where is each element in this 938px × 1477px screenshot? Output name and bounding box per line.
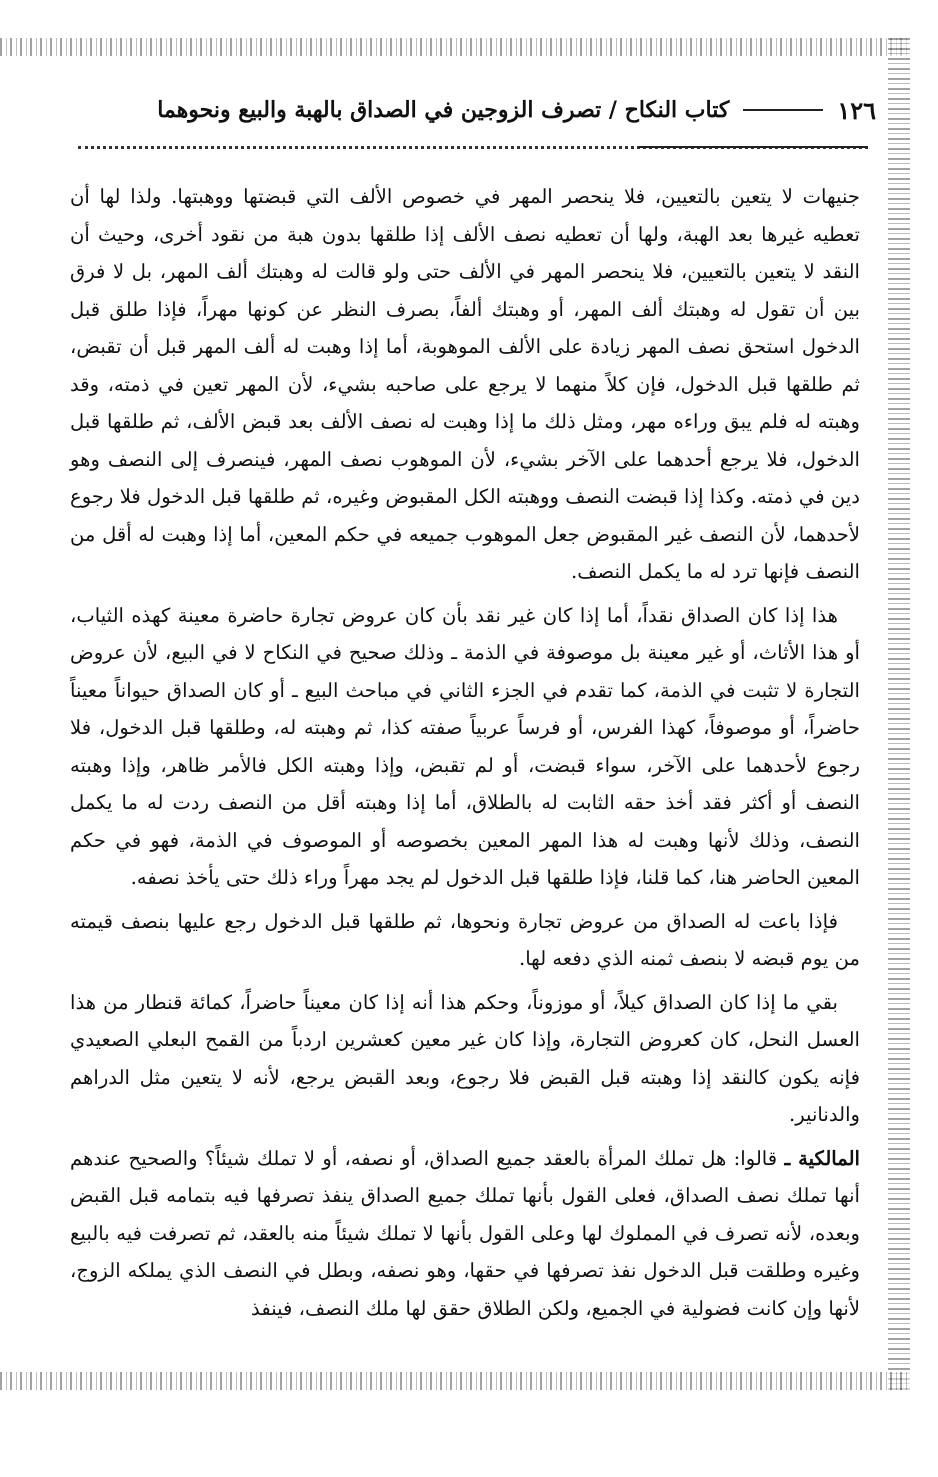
paragraph bbox=[70, 597, 860, 897]
paragraph-text: قالوا: هل تملك المرأة بالعقد جميع الصداق، أو نصفه، أو لا تملك شيئاً؟ والصحيح عندهم أنها تملك نصف الصداق، فعلى القول بأنها تملك جميع الصداق ينفذ تصرفها فيه بتمامه قبل القبض وبعده، لأنه تصرف في المملوك لها وعلى القول بأنها لا تملك شيئاً منه بالعقد، ثم تصرفت فيه بالبيع وغيره وطلقت قبل الدخول نفذ تصرفها في حقها، وهو نصفه، وبطل في النصف الذي يملكه الزوج، لأنها وإن كانت فضولية في الجميع، ولكن الطلاق حقق لها ملك النصف، فينفذ bbox=[70, 1146, 860, 1320]
body-text bbox=[70, 178, 860, 1333]
header-rule bbox=[743, 109, 823, 111]
school-heading: المالكية ـ bbox=[784, 1146, 860, 1170]
page-header bbox=[60, 88, 876, 132]
paragraph bbox=[70, 1140, 860, 1328]
page-number: ١٢٦ bbox=[837, 95, 876, 125]
paragraph-text: بقي ما إذا كان الصداق كيلاً، أو موزوناً، وحكم هذا أنه إذا كان معيناً حاضراً، كمائة قنطار من هذا العسل النحل، كان كعروض التجارة، وإذا كان غير معين كعشرين اردباً من القمح البعلي الصعيدي فإنه يكون كالنقد إذا وهبته قبل القبض فلا رجوع، وبعد القبض يرجع، لأنه لا يتعين مثل الدراهم والدنانير. bbox=[70, 990, 860, 1126]
paragraph-text: هذا إذا كان الصداق نقداً، أما إذا كان غير نقد بأن كان عروض تجارة حاضرة معينة كهذه الثياب، أو هذا الأثاث، أو غير معينة بل موصوفة في الذمة ـ وذلك صحيح في النكاح لا في البيع، لأن عروض التجارة لا تثبت في الذمة، كما تقدم في الجزء الثاني في مباحث البيع ـ أو كان الصداق حيواناً معيناً حاضراً، أو موصوفاً، كهذا الفرس، أو فرساً عربياً صفته كذا، ثم وهبته له، وطلقها قبل الدخول، فلا رجوع لأحدهما على الآخر، سواء قبضت، أو لم تقبض، وإذا وهبته الكل فالأمر ظاهر، وإذا وهبته النصف أو أكثر فقد أخذ حقه الثابت له بالطلاق، أما إذا وهبته أقل من النصف ردت له ما يكمل النصف، وذلك لأنها وهبت له هذا المهر المعين بخصوصه أو الموصوف في الذمة، فهو في حكم المعين الحاضر هنا، كما قلنا، فإذا طلقها قبل الدخول لم يجد مهراً وراء ذلك حتى يأخذ نصفه. bbox=[70, 603, 860, 889]
ornamental-border-right bbox=[888, 38, 910, 1390]
paragraph-text: جنيهات لا يتعين بالتعيين، فلا ينحصر المهر في خصوص الألف التي قبضتها ووهبتها. ولذا لها أن تعطيه غيرها بعد الهبة، ولها أن تعطيه نصف الألف إذا طلقها بدون هبة من نقود أخرى، وحيث أن النقد لا يتعين بالتعيين، فلا ينحصر المهر في الألف حتى ولو قالت له وهبتك ألف المهر، بل لا فرق بين أن تقول له وهبتك ألف المهر، أو وهبتك ألفاً، بصرف النظر عن كونها مهراً، فإذا طلق قبل الدخول استحق نصف المهر زيادة على الألف الموهوبة، أما إذا وهبت له ألف المهر قبل أن تقبض، ثم طلقها قبل الدخول، فإن كلاً منهما لا يرجع على صاحبه بشيء، لأن المهر تعين في ذمته، وقد وهبته له فلم يبق وراءه مهر، ومثل ذلك ما إذا وهبت له نصف الألف بعد قبض الألف، ثم طلقها قبل الدخول، فلا يرجع أحدهما على الآخر بشيء، لأن الموهوب نصف المهر، فينصرف إلى النصف وهو دين في ذمته. وكذا إذا قبضت النصف ووهبته الكل المقبوض وغيره، ثم طلقها قبل الدخول فلا رجوع لأحدهما، لأن النصف غير المقبوض جعل الموهوب جميعه في حكم المعين، أما إذا وهبت له أقل من النصف فإنها ترد له ما يكمل النصف. bbox=[70, 185, 860, 583]
ornamental-border-bottom bbox=[0, 1372, 910, 1390]
ornamental-border-top bbox=[0, 38, 910, 56]
paragraph bbox=[70, 903, 860, 978]
paragraph bbox=[70, 984, 860, 1134]
dotted-separator bbox=[78, 146, 868, 155]
running-title: كتاب النكاح / تصرف الزوجين في الصداق بالهبة والبيع ونحوهما bbox=[157, 97, 730, 123]
paragraph-text: فإذا باعت له الصداق من عروض تجارة ونحوها، ثم طلقها قبل الدخول رجع عليها بنصف قيمته من يوم قبضه لا بنصف ثمنه الذي دفعه لها. bbox=[70, 909, 860, 970]
paragraph bbox=[70, 178, 860, 591]
